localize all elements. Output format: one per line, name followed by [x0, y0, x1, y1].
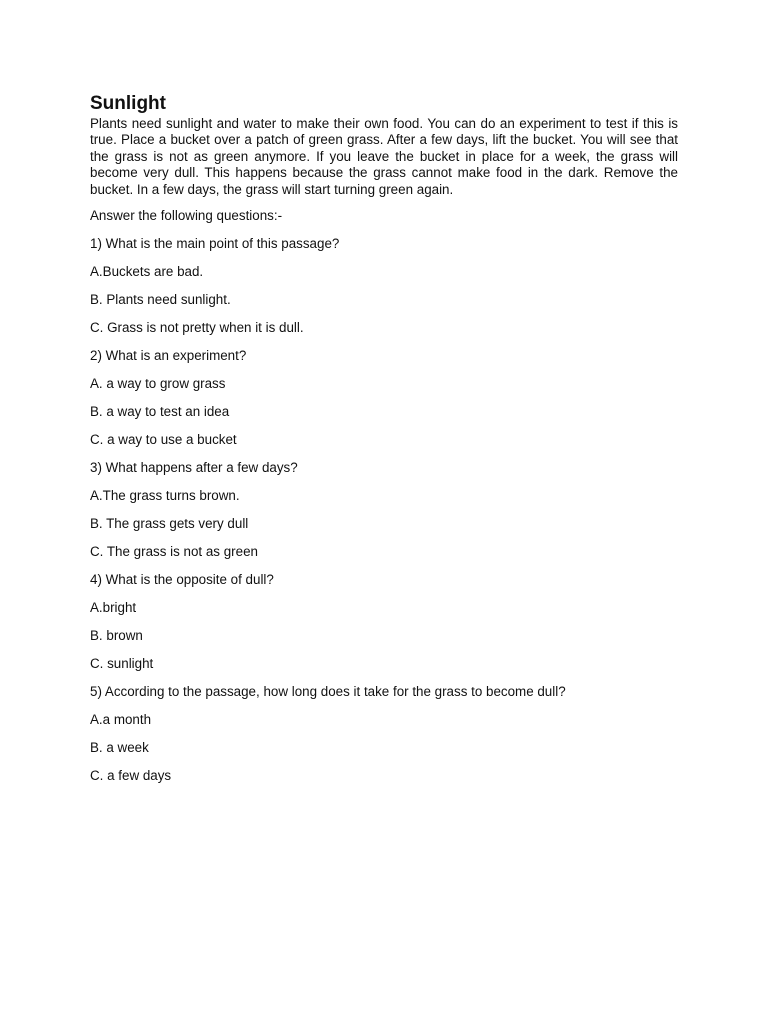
answer-option: C. a few days	[90, 768, 172, 784]
document-page	[90, 92, 678, 784]
document-title: Sunlight	[90, 93, 166, 114]
question-block-5	[90, 684, 678, 784]
answer-option: C. sunlight	[90, 656, 154, 672]
answer-option: A.The grass turns brown.	[90, 488, 240, 504]
answer-option: B. brown	[90, 628, 143, 644]
question-block-4	[90, 572, 678, 672]
answer-option: A.bright	[90, 600, 137, 616]
answer-option: B. a week	[90, 740, 149, 756]
answer-option: C. The grass is not as green	[90, 544, 258, 560]
question-text: 4) What is the opposite of dull?	[90, 572, 274, 588]
instruction-text: Answer the following questions:-	[90, 208, 283, 224]
question-block-3	[90, 460, 678, 560]
answer-option: C. Grass is not pretty when it is dull.	[90, 320, 304, 336]
answer-option: B. The grass gets very dull	[90, 516, 249, 532]
answer-option: A.Buckets are bad.	[90, 264, 204, 280]
answer-option: A. a way to grow grass	[90, 376, 226, 392]
answer-option: B. a way to test an idea	[90, 404, 230, 420]
question-block-1	[90, 236, 678, 336]
question-text: 3) What happens after a few days?	[90, 460, 298, 476]
question-text: 5) According to the passage, how long does it take for the grass to become dull?	[90, 684, 566, 700]
answer-option: C. a way to use a bucket	[90, 432, 237, 448]
question-text: 1) What is the main point of this passage?	[90, 236, 340, 252]
answer-option: B. Plants need sunlight.	[90, 292, 231, 308]
answer-option: A.a month	[90, 712, 152, 728]
question-text: 2) What is an experiment?	[90, 348, 247, 364]
question-block-2	[90, 348, 678, 448]
passage-text: Plants need sunlight and water to make their own food. You can do an experiment to test if this is true. Place a bucket over a patch of green grass. After a few days, lift the bucket. You will see that the grass is not as green anymore. If you leave the bucket in place for a week, the grass will become very dull. This happens because the grass cannot make food in the dark. Remove the bucket. In a few days, the grass will start turning green again.	[90, 116, 678, 197]
